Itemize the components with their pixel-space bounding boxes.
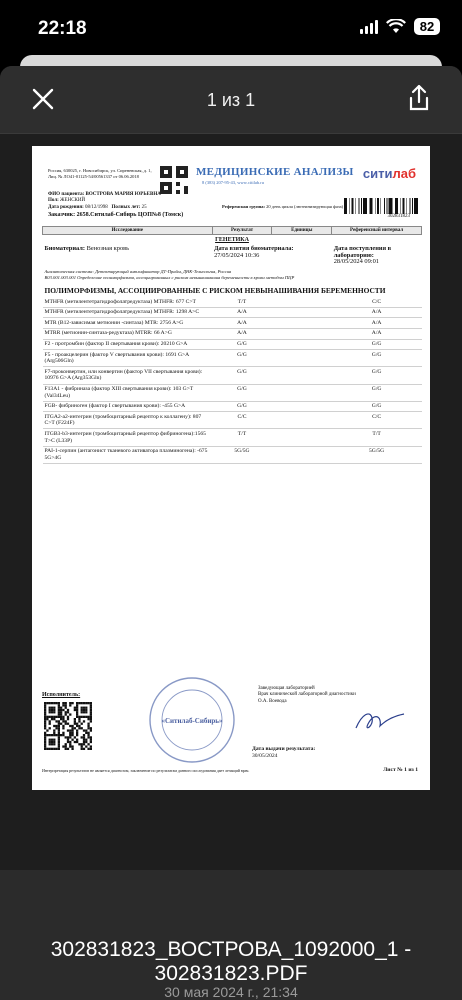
test-reference: G/G [332, 401, 422, 412]
test-unit [272, 350, 332, 367]
test-name: FGB- фибриноген (фактор I свертывания крови): -455 G>A [43, 401, 213, 412]
file-name [10, 938, 452, 986]
table-row [43, 328, 422, 339]
results-table [42, 226, 422, 464]
col-header: Единицы [272, 227, 332, 235]
test-unit [272, 446, 332, 463]
table-row [43, 401, 422, 412]
test-name: ITGB3-b3-интегрин (тромбоцитарный рецептор фибриногена):1565 T>C (L33P) [43, 429, 213, 446]
table-row [43, 384, 422, 401]
sheet-number: Лист № 1 из 1 [383, 767, 418, 773]
test-unit [272, 297, 332, 307]
table-row [43, 318, 422, 329]
col-header: Исследование [43, 227, 213, 235]
test-unit [272, 384, 332, 401]
test-result: A/A [212, 328, 272, 339]
test-name: MTRR (метионин-синтаза-редуктаза) MTRR: 66 A>G [43, 328, 213, 339]
patient-age: 25 [141, 204, 147, 210]
test-result: G/G [212, 384, 272, 401]
dob-label: Дата рождения: [48, 204, 84, 210]
date-taken [212, 245, 332, 268]
note-method: B03.001.003.001 Определение полиморфизмов, ассоциированных с риском невынашивания беременности в крови методом ПЦР [44, 275, 295, 281]
issued-label: Дата выдачи результата: [252, 746, 316, 752]
table-row [43, 297, 422, 307]
test-result: 5G/5G [212, 446, 272, 463]
page-counter: 1 из 1 [206, 90, 256, 110]
test-reference: G/G [332, 384, 422, 401]
test-name: MTHFR (метилентетрагидрофолатредуктаза) MTHFR: 677 C>T [43, 297, 213, 307]
test-result: G/G [212, 401, 272, 412]
test-reference: C/C [332, 412, 422, 429]
customer: Заказчик: 2658.Ситилаб-Сибирь ЦОП№8 (Томск) [48, 212, 184, 218]
test-result: G/G [212, 367, 272, 384]
analysis-note [43, 267, 422, 283]
test-name: F13A1 - фибриназа (фактор XIII свертывания крови): 103 G>T (Val34Leu) [43, 384, 213, 401]
sign-title: Врач клинической лабораторной диагностики [258, 692, 356, 698]
test-unit [272, 339, 332, 350]
table-row [43, 367, 422, 384]
file-name-line2: 302831823.PDF [154, 962, 308, 985]
issue-date [252, 746, 315, 760]
test-result: C/C [212, 412, 272, 429]
header-qr-code [160, 166, 188, 194]
table-row [43, 339, 422, 350]
reference-group [222, 204, 343, 209]
test-unit [272, 318, 332, 329]
logo-main: сити [362, 166, 393, 181]
test-reference: G/G [332, 339, 422, 350]
test-result: T/T [212, 297, 272, 307]
patient-name: ВОСТРОВА МАРИЯ ЮРЬЕВНА [85, 192, 161, 197]
test-name: MTR (B12-зависимая метионин -синтаза) MTR: 2756 A>G [43, 318, 213, 329]
ref-group-value: 20 день цикла (лютеинизирующая фаза) [266, 204, 344, 209]
patient-dob: 08/12/1998 [85, 204, 108, 210]
test-name: F7-проконвертин, или конвертин (фактор VII свертывания крови): 10976 G>A (Arg353Gln) [43, 367, 213, 384]
date-received-value: 28/05/2024 09:01 [333, 258, 379, 266]
test-reference: G/G [332, 367, 422, 384]
file-name-line1: 302831823_ВОСТРОВА_1092000_1 - [50, 938, 412, 961]
share-icon[interactable] [408, 84, 430, 112]
test-result: T/T [212, 429, 272, 446]
table-row [43, 446, 422, 463]
test-name: F2 - протромбин (фактор II свертывания крови): 20210 G>A [43, 339, 213, 350]
test-reference: A/A [332, 318, 422, 329]
sex-label: Пол: [48, 198, 59, 204]
col-header: Референсный интервал [332, 227, 422, 235]
biomaterial-value: Венозная кровь [86, 245, 130, 253]
test-reference: C/C [332, 297, 422, 307]
barcode-number: 302831823 [387, 214, 410, 219]
test-reference: 5G/5G [332, 446, 422, 463]
test-reference: G/G [332, 350, 422, 367]
test-unit [272, 328, 332, 339]
battery-icon: 82 [414, 18, 440, 35]
col-header: Результат [212, 227, 272, 235]
patient-label: ФИО пациента: [48, 192, 85, 197]
test-result: A/A [212, 307, 272, 318]
sign-role: Заведующая лабораторией [258, 686, 315, 691]
sign-name: О.А. Воевода [258, 698, 287, 704]
signature [352, 706, 408, 736]
biomaterial-label: Биоматериал: [44, 245, 85, 253]
issued-value: 30/05/2024 [252, 752, 278, 759]
age-label: Полных лет: [111, 204, 141, 210]
patient-sex: ЖЕНСКИЙ [60, 198, 86, 204]
date-received-label: Дата поступления в лабораторию: [333, 245, 392, 259]
test-result: G/G [212, 350, 272, 367]
biomaterial [43, 245, 213, 268]
file-date: 30 мая 2024 г., 21:34 [164, 984, 298, 1000]
lab-address: Россия, 630025, г. Новосибирск, ул. Сиреневская, д. 1, Лиц. № ЛО41-01125-54/00561337 от 06.06.2018 [48, 168, 152, 179]
test-result: A/A [212, 318, 272, 329]
polymorphism-title: ПОЛИМОРФИЗМЫ, АССОЦИИРОВАННЫЕ С РИСКОМ НЕВЫНАШИВАНИЯ БЕРЕМЕННОСТИ [44, 285, 386, 295]
date-received [332, 245, 422, 268]
test-reference: A/A [332, 328, 422, 339]
test-unit [272, 307, 332, 318]
test-result: G/G [212, 339, 272, 350]
citilab-logo [363, 166, 416, 181]
table-row [43, 412, 422, 429]
wifi-icon [386, 19, 406, 34]
header-contacts: 8 (383) 207-95-43, www.citilab.ru [202, 180, 264, 185]
test-name: MTHFR (метилентетрагидрофолатредуктаза) MTHFR: 1298 A>C [43, 307, 213, 318]
result-qr-code [44, 702, 92, 750]
status-icons [360, 18, 440, 35]
test-unit [272, 401, 332, 412]
signal-icon [360, 20, 378, 34]
note-system: Аналитическая система: Детектирующий амплификатор ДТ-Прайм, ДНК-Технология, Россия [44, 268, 232, 274]
logo-accent: лаб [392, 166, 416, 181]
disclaimer: Интерпретация результатов не является диагнозом, заключение по результатам данного исследования дает лечащий врач. [42, 768, 250, 773]
test-unit [272, 429, 332, 446]
status-time: 22:18 [38, 18, 87, 39]
test-name: ITGA2-a2-интегрин (тромбоцитарный рецептор к коллагену): 807 C>T (F224F) [43, 412, 213, 429]
executor-label: Исполнитель: [42, 692, 81, 698]
test-name: F5 - проакцелерин (фактор V свертывания крови): 1691 G>A (Arg506Gln) [43, 350, 213, 367]
lab-stamp [148, 676, 236, 764]
barcode [344, 198, 418, 214]
table-row [43, 350, 422, 367]
signatory [258, 686, 418, 705]
date-taken-value: 27/05/2024 10:36 [214, 251, 260, 259]
table-row [43, 307, 422, 318]
stamp-text: «Ситилаб-Сибирь» [161, 717, 223, 725]
test-name: PAI-1-серпин (антагонист тканевого активатора плазминогена): -675 5G>4G [43, 446, 213, 463]
section-title: ГЕНЕТИКА [215, 236, 249, 243]
test-unit [272, 367, 332, 384]
test-reference: T/T [332, 429, 422, 446]
table-row [43, 429, 422, 446]
date-taken-label: Дата взятия биоматериала: [214, 245, 294, 253]
test-unit [272, 412, 332, 429]
header-title: МЕДИЦИНСКИЕ АНАЛИЗЫ [196, 166, 354, 178]
viewer-toolbar [0, 66, 462, 134]
status-bar [0, 0, 462, 58]
pdf-page [32, 146, 430, 790]
test-reference: A/A [332, 307, 422, 318]
ref-label: Референсная группа: [222, 204, 266, 209]
